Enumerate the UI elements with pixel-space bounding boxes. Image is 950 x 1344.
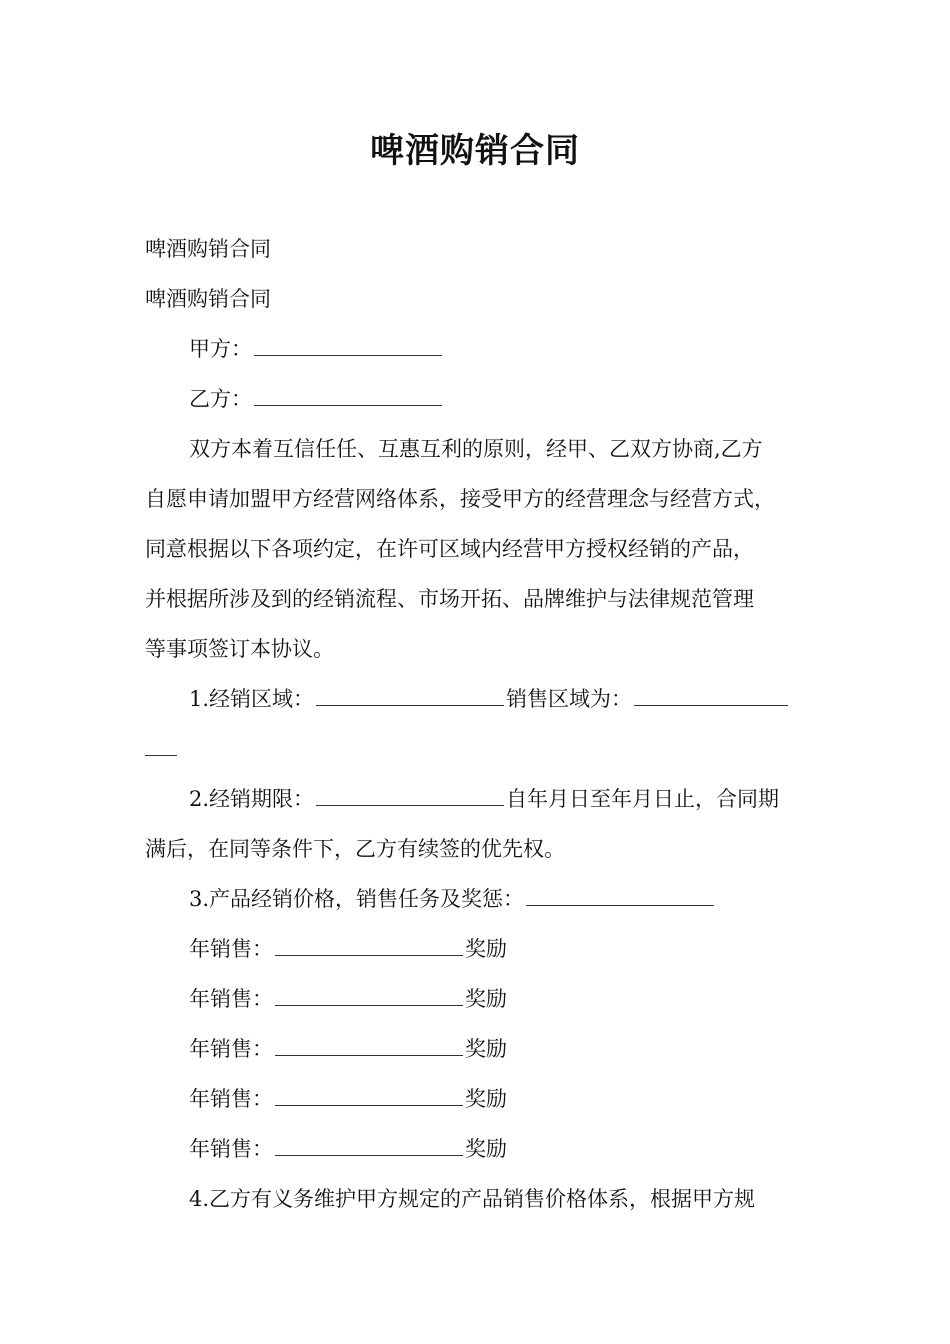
sales-row <box>189 1034 869 1064</box>
clause-3-blank <box>526 885 714 906</box>
sales-row-reward: 奖励 <box>465 1037 507 1061</box>
party-a-label: 甲方： <box>189 337 252 361</box>
intro-line-2: 自愿申请加盟甲方经营网络体系，接受甲方的经营理念与经营方式， <box>145 487 775 511</box>
party-b-blank <box>254 385 442 406</box>
party-a-line <box>189 334 869 364</box>
clause-2-line <box>189 784 869 814</box>
sales-row-reward: 奖励 <box>465 937 507 961</box>
sales-row-blank <box>275 985 463 1006</box>
document-title: 啤酒购销合同 <box>370 131 580 171</box>
sales-row-reward: 奖励 <box>465 987 507 1011</box>
sales-row <box>189 984 869 1014</box>
clause-3-label: 3.产品经销价格，销售任务及奖惩： <box>189 887 525 911</box>
clause-2-tail: 自年月日至年月日止，合同期 <box>506 787 780 811</box>
intro-line-4: 并根据所涉及到的经销流程、市场开拓、品牌维护与法律规范管理 <box>145 587 754 611</box>
sales-row-blank <box>275 1085 463 1106</box>
heading-line-1: 啤酒购销合同 <box>145 237 271 261</box>
sales-row-reward: 奖励 <box>465 1137 507 1161</box>
sales-row <box>189 1134 869 1164</box>
sales-row-blank <box>275 1135 463 1156</box>
clause-1-continuation <box>145 734 825 764</box>
sales-row-blank <box>275 1035 463 1056</box>
sales-row <box>189 1084 869 1114</box>
party-b-line <box>189 384 869 414</box>
intro-line-5: 等事项签订本协议。 <box>145 637 334 661</box>
sales-row <box>189 934 869 964</box>
sales-row-label: 年销售： <box>189 937 273 961</box>
sales-row-label: 年销售： <box>189 987 273 1011</box>
heading-line-2: 啤酒购销合同 <box>145 287 271 311</box>
clause-1-middle: 销售区域为： <box>506 687 633 711</box>
intro-line-3: 同意根据以下各项约定，在许可区域内经营甲方授权经销的产品， <box>145 537 754 561</box>
sales-row-label: 年销售： <box>189 1037 273 1061</box>
clause-3-line <box>189 884 869 914</box>
sales-row-label: 年销售： <box>189 1137 273 1161</box>
clause-1-line <box>189 684 869 714</box>
clause-4-line: 4.乙方有义务维护甲方规定的产品销售价格体系，根据甲方规 <box>189 1187 756 1211</box>
sales-row-reward: 奖励 <box>465 1087 507 1111</box>
clause-1-label: 1.经销区域： <box>189 687 315 711</box>
sales-row-blank <box>275 935 463 956</box>
intro-line-1: 双方本着互信任任、互惠互利的原则，经甲、乙双方协商,乙方 <box>189 437 763 461</box>
clause-1-blank-a <box>316 685 504 706</box>
party-a-blank <box>254 335 442 356</box>
clause-2-continuation: 满后，在同等条件下，乙方有续签的优先权。 <box>145 837 565 861</box>
clause-1-blank-b <box>634 685 788 706</box>
sales-row-label: 年销售： <box>189 1087 273 1111</box>
party-b-label: 乙方： <box>189 387 252 411</box>
clause-2-label: 2.经销期限： <box>189 787 315 811</box>
clause-2-blank <box>316 785 504 806</box>
clause-1-blank-c <box>145 735 177 756</box>
